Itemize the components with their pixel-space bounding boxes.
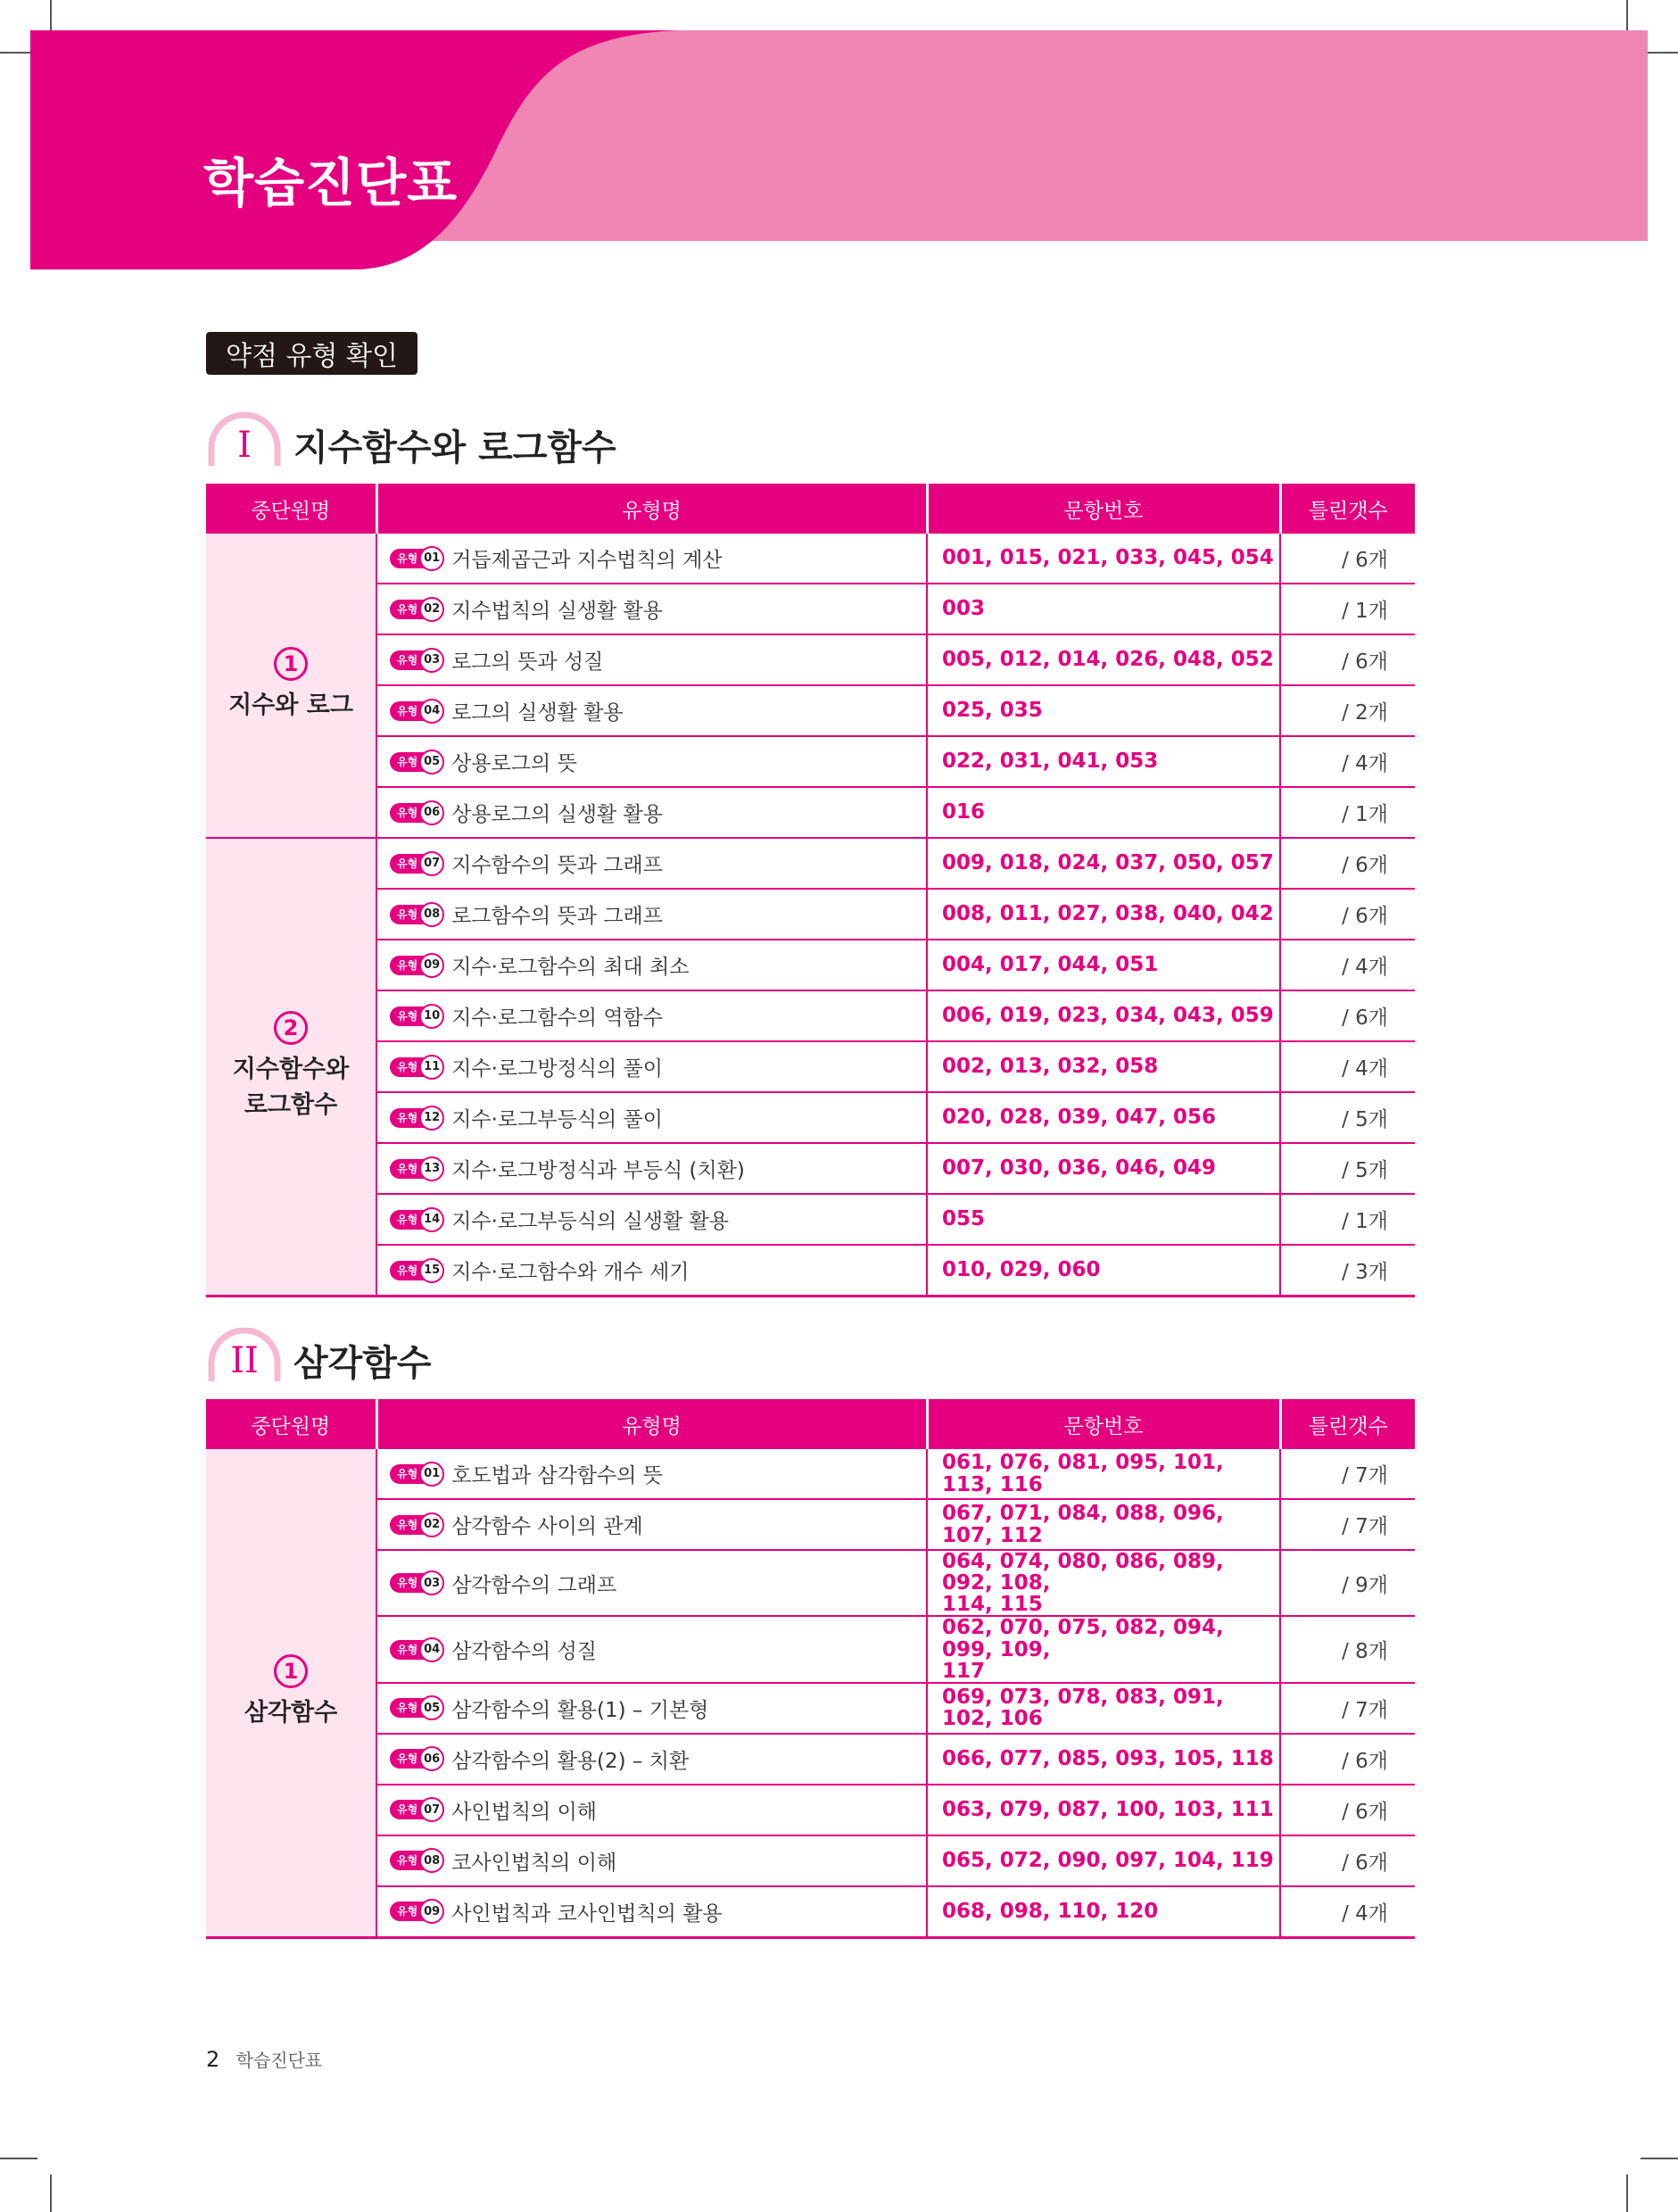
badge-number: 02	[419, 1512, 444, 1537]
table-row	[206, 1683, 1415, 1734]
type-name: 지수·로그방정식과 부등식 (치환)	[451, 1159, 745, 1182]
question-numbers: 025, 035	[927, 685, 1280, 736]
badge-word: 유형	[390, 1464, 428, 1484]
wrong-count: / 6개	[1280, 534, 1415, 584]
wrong-count: / 6개	[1280, 1734, 1415, 1785]
table-row	[206, 736, 1415, 787]
type-name: 지수함수의 뜻과 그래프	[451, 854, 663, 877]
badge-number: 10	[419, 1004, 444, 1029]
group-name: 지수와 로그	[228, 692, 353, 720]
badge-word: 유형	[390, 752, 428, 772]
type-cell	[376, 1683, 927, 1734]
wrong-count: / 7개	[1280, 1449, 1415, 1499]
table-row	[206, 634, 1415, 685]
table-row	[206, 940, 1415, 990]
section-tag: 약점 유형 확인	[206, 332, 417, 375]
type-name: 삼각함수의 성질	[451, 1640, 598, 1664]
badge-number: 05	[419, 750, 444, 775]
badge-number: 15	[419, 1258, 444, 1283]
wrong-count: / 1개	[1280, 584, 1415, 634]
badge-number: 02	[419, 597, 444, 622]
type-badge	[390, 1798, 444, 1821]
type-cell	[376, 1449, 927, 1499]
group-number: 2	[274, 1011, 308, 1045]
badge-number: 11	[419, 1055, 444, 1080]
badge-number: 08	[419, 1848, 444, 1873]
question-numbers: 009, 018, 024, 037, 050, 057	[927, 838, 1280, 889]
question-numbers: 005, 012, 014, 026, 048, 052	[927, 634, 1280, 685]
wrong-count: / 6개	[1280, 990, 1415, 1041]
type-name: 지수·로그함수의 최대 최소	[451, 956, 690, 979]
wrong-count: / 7개	[1280, 1683, 1415, 1734]
badge-word: 유형	[390, 803, 428, 823]
badge-number: 13	[419, 1156, 444, 1181]
badge-word: 유형	[390, 905, 428, 924]
type-badge	[390, 954, 444, 977]
type-cell	[376, 1835, 927, 1886]
chapter-heading	[206, 1328, 741, 1390]
type-cell	[376, 787, 927, 838]
table-row	[206, 1041, 1415, 1092]
badge-number: 09	[419, 1899, 444, 1924]
type-cell	[376, 889, 927, 940]
type-cell	[376, 990, 927, 1041]
badge-number: 06	[419, 1746, 444, 1771]
table-row	[206, 584, 1415, 634]
badge-word: 유형	[390, 1210, 428, 1230]
type-badge	[390, 1462, 444, 1486]
question-numbers: 001, 015, 021, 033, 045, 054	[927, 534, 1280, 584]
header-group: 중단원명	[206, 1399, 376, 1449]
wrong-count: / 8개	[1280, 1616, 1415, 1682]
type-cell	[376, 534, 927, 584]
type-badge	[390, 1056, 444, 1079]
badge-number: 04	[419, 699, 444, 724]
badge-number: 08	[419, 902, 444, 927]
type-cell	[376, 634, 927, 685]
type-badge	[390, 1157, 444, 1181]
type-name: 로그의 뜻과 성질	[451, 650, 604, 674]
question-numbers: 020, 028, 039, 047, 056	[927, 1092, 1280, 1143]
table-row	[206, 889, 1415, 940]
badge-word: 유형	[390, 1057, 428, 1077]
crop-mark	[0, 2158, 37, 2159]
type-name: 상용로그의 뜻	[451, 752, 577, 775]
type-badge	[390, 1696, 444, 1719]
type-name: 지수·로그함수와 개수 세기	[451, 1261, 690, 1284]
badge-number: 06	[419, 800, 444, 825]
badge-word: 유형	[390, 1749, 428, 1769]
badge-word: 유형	[390, 1261, 428, 1280]
question-numbers: 069, 073, 078, 083, 091, 102, 106	[927, 1683, 1280, 1734]
table-row	[206, 1550, 1415, 1616]
type-name: 지수·로그부등식의 실생활 활용	[451, 1210, 729, 1233]
badge-number: 05	[419, 1695, 444, 1720]
type-badge	[390, 1259, 444, 1282]
wrong-count: / 2개	[1280, 685, 1415, 736]
type-cell	[376, 1041, 927, 1092]
badge-number: 01	[419, 1462, 444, 1487]
header-wrong: 틀린갯수	[1280, 484, 1415, 534]
badge-word: 유형	[390, 650, 428, 670]
table-body	[206, 534, 1415, 1297]
type-name: 로그의 실생활 활용	[451, 701, 624, 725]
wrong-count: / 6개	[1280, 838, 1415, 889]
question-numbers: 004, 017, 044, 051	[927, 940, 1280, 990]
badge-word: 유형	[390, 1851, 428, 1870]
table-row	[206, 990, 1415, 1041]
type-badge	[390, 1571, 444, 1595]
question-numbers: 002, 013, 032, 058	[927, 1041, 1280, 1092]
badge-word: 유형	[390, 1515, 428, 1535]
table-row	[206, 1092, 1415, 1143]
table-row	[206, 1499, 1415, 1550]
badge-number: 03	[419, 648, 444, 673]
table-row	[206, 1449, 1415, 1499]
question-numbers: 063, 079, 087, 100, 103, 111	[927, 1785, 1280, 1835]
table-row	[206, 1734, 1415, 1785]
badge-number: 07	[419, 851, 444, 876]
question-numbers: 067, 071, 084, 088, 096, 107, 112	[927, 1499, 1280, 1550]
type-cell	[376, 584, 927, 634]
diagnosis-table	[206, 484, 1415, 1297]
chapter-numeral: I	[237, 425, 252, 466]
group-name: 삼각함수	[244, 1699, 338, 1727]
question-numbers: 066, 077, 085, 093, 105, 118	[927, 1734, 1280, 1785]
wrong-count: / 9개	[1280, 1550, 1415, 1616]
table-row	[206, 1194, 1415, 1245]
page-title: 학습진단표	[203, 153, 459, 213]
type-cell	[376, 736, 927, 787]
type-badge	[390, 547, 444, 570]
type-badge	[390, 852, 444, 875]
type-name: 삼각함수 사이의 관계	[451, 1515, 643, 1538]
header-banner	[0, 0, 1678, 277]
type-name: 거듭제곱근과 지수법칙의 계산	[451, 549, 723, 572]
question-numbers: 022, 031, 041, 053	[927, 736, 1280, 787]
type-cell	[376, 685, 927, 736]
type-badge	[390, 750, 444, 774]
table-row	[206, 685, 1415, 736]
diagnosis-table	[206, 1399, 1415, 1939]
type-badge	[390, 801, 444, 824]
wrong-count: / 1개	[1280, 1194, 1415, 1245]
table-row	[206, 838, 1415, 889]
header-type: 유형명	[376, 484, 927, 534]
type-name: 상용로그의 실생활 활용	[451, 803, 663, 826]
group-name: 로그함수	[244, 1090, 338, 1119]
type-name: 지수법칙의 실생활 활용	[451, 600, 663, 623]
wrong-count: / 4개	[1280, 736, 1415, 787]
type-cell	[376, 1143, 927, 1194]
table-row	[206, 787, 1415, 838]
badge-word: 유형	[390, 1108, 428, 1128]
type-cell	[376, 838, 927, 889]
group-name: 지수함수와	[232, 1056, 350, 1084]
wrong-count: / 7개	[1280, 1499, 1415, 1550]
crop-mark	[1641, 2158, 1678, 2159]
badge-word: 유형	[390, 1640, 428, 1660]
table-row	[206, 1886, 1415, 1938]
badge-word: 유형	[390, 1800, 428, 1819]
question-numbers: 061, 076, 081, 095, 101, 113, 116	[927, 1449, 1280, 1499]
header-type: 유형명	[376, 1399, 927, 1449]
group-cell	[206, 838, 376, 1297]
table-row	[206, 1143, 1415, 1194]
type-cell	[376, 1194, 927, 1245]
chapter-title: 지수함수와 로그함수	[293, 427, 616, 468]
badge-number: 09	[419, 953, 444, 978]
chapter-heading	[206, 412, 741, 475]
type-cell	[376, 1092, 927, 1143]
type-badge	[390, 598, 444, 621]
group-number: 1	[274, 647, 308, 681]
badge-word: 유형	[390, 854, 428, 874]
table-header-row	[206, 484, 1415, 534]
page-number: 2	[206, 2047, 220, 2072]
badge-word: 유형	[390, 600, 428, 619]
type-name: 삼각함수의 활용(1) – 기본형	[451, 1698, 709, 1722]
wrong-count: / 4개	[1280, 1041, 1415, 1092]
type-cell	[376, 1734, 927, 1785]
type-cell	[376, 1245, 927, 1297]
type-badge	[390, 1638, 444, 1661]
group-number: 1	[274, 1654, 308, 1688]
crop-mark	[1626, 2175, 1628, 2212]
wrong-count: / 4개	[1280, 1886, 1415, 1938]
footer-label: 학습진단표	[236, 2050, 323, 2071]
badge-word: 유형	[390, 956, 428, 975]
question-numbers: 007, 030, 036, 046, 049	[927, 1143, 1280, 1194]
type-badge	[390, 1005, 444, 1028]
badge-word: 유형	[390, 701, 428, 721]
wrong-count: / 6개	[1280, 1785, 1415, 1835]
header-numbers: 문항번호	[927, 1399, 1280, 1449]
question-numbers: 065, 072, 090, 097, 104, 119	[927, 1835, 1280, 1886]
header-group: 중단원명	[206, 484, 376, 534]
group-cell	[206, 1449, 376, 1937]
table-row	[206, 1835, 1415, 1886]
type-name: 사인법칙과 코사인법칙의 활용	[451, 1901, 723, 1926]
type-badge	[390, 903, 444, 926]
question-numbers: 055	[927, 1194, 1280, 1245]
type-name: 지수·로그함수의 역함수	[451, 1007, 663, 1030]
type-name: 지수·로그부등식의 풀이	[451, 1108, 663, 1131]
table-header-row	[206, 1399, 1415, 1449]
type-cell	[376, 1550, 927, 1616]
type-name: 로그함수의 뜻과 그래프	[451, 905, 663, 928]
badge-number: 01	[419, 546, 444, 571]
question-numbers: 064, 074, 080, 086, 089, 092, 108, 114, 115	[927, 1550, 1280, 1616]
type-name: 호도법과 삼각함수의 뜻	[451, 1464, 663, 1487]
type-name: 사인법칙의 이해	[451, 1800, 598, 1824]
header-numbers: 문항번호	[927, 484, 1280, 534]
badge-number: 07	[419, 1797, 444, 1822]
header-wrong: 틀린갯수	[1280, 1399, 1415, 1449]
type-name: 코사인법칙의 이해	[451, 1851, 617, 1875]
wrong-count: / 6개	[1280, 634, 1415, 685]
type-badge	[390, 1208, 444, 1231]
badge-word: 유형	[390, 1573, 428, 1593]
question-numbers: 016	[927, 787, 1280, 838]
type-cell	[376, 940, 927, 990]
question-numbers: 006, 019, 023, 034, 043, 059	[927, 990, 1280, 1041]
question-numbers: 008, 011, 027, 038, 040, 042	[927, 889, 1280, 940]
footer	[206, 2046, 322, 2072]
badge-word: 유형	[390, 1698, 428, 1718]
table-row	[206, 1616, 1415, 1682]
type-cell	[376, 1886, 927, 1938]
type-badge	[390, 1900, 444, 1923]
crop-mark	[50, 2175, 52, 2212]
badge-number: 04	[419, 1637, 444, 1662]
type-cell	[376, 1499, 927, 1550]
group-cell	[206, 534, 376, 838]
badge-number: 03	[419, 1570, 444, 1595]
type-name: 삼각함수의 활용(2) – 치환	[451, 1749, 690, 1773]
type-cell	[376, 1785, 927, 1835]
type-badge	[390, 700, 444, 723]
type-cell	[376, 1616, 927, 1682]
badge-number: 14	[419, 1207, 444, 1232]
badge-word: 유형	[390, 1159, 428, 1179]
table-row	[206, 534, 1415, 584]
type-badge	[390, 1747, 444, 1770]
badge-word: 유형	[390, 1007, 428, 1026]
type-name: 삼각함수의 그래프	[451, 1573, 617, 1597]
type-badge	[390, 1849, 444, 1872]
question-numbers: 010, 029, 060	[927, 1245, 1280, 1297]
type-badge	[390, 649, 444, 672]
chapter-title: 삼각함수	[293, 1343, 432, 1384]
wrong-count: / 1개	[1280, 787, 1415, 838]
table-row	[206, 1785, 1415, 1835]
wrong-count: / 5개	[1280, 1092, 1415, 1143]
type-name: 지수·로그방정식의 풀이	[451, 1057, 663, 1081]
chapter-numeral: II	[230, 1340, 259, 1381]
question-numbers: 003	[927, 584, 1280, 634]
badge-word: 유형	[390, 549, 428, 568]
table-row	[206, 1245, 1415, 1297]
wrong-count: / 3개	[1280, 1245, 1415, 1297]
wrong-count: / 4개	[1280, 940, 1415, 990]
wrong-count: / 5개	[1280, 1143, 1415, 1194]
table-body	[206, 1449, 1415, 1937]
question-numbers: 062, 070, 075, 082, 094, 099, 109, 117	[927, 1616, 1280, 1682]
wrong-count: / 6개	[1280, 1835, 1415, 1886]
type-badge	[390, 1513, 444, 1537]
question-numbers: 068, 098, 110, 120	[927, 1886, 1280, 1938]
badge-word: 유형	[390, 1901, 428, 1921]
wrong-count: / 6개	[1280, 889, 1415, 940]
badge-number: 12	[419, 1106, 444, 1131]
type-badge	[390, 1106, 444, 1130]
